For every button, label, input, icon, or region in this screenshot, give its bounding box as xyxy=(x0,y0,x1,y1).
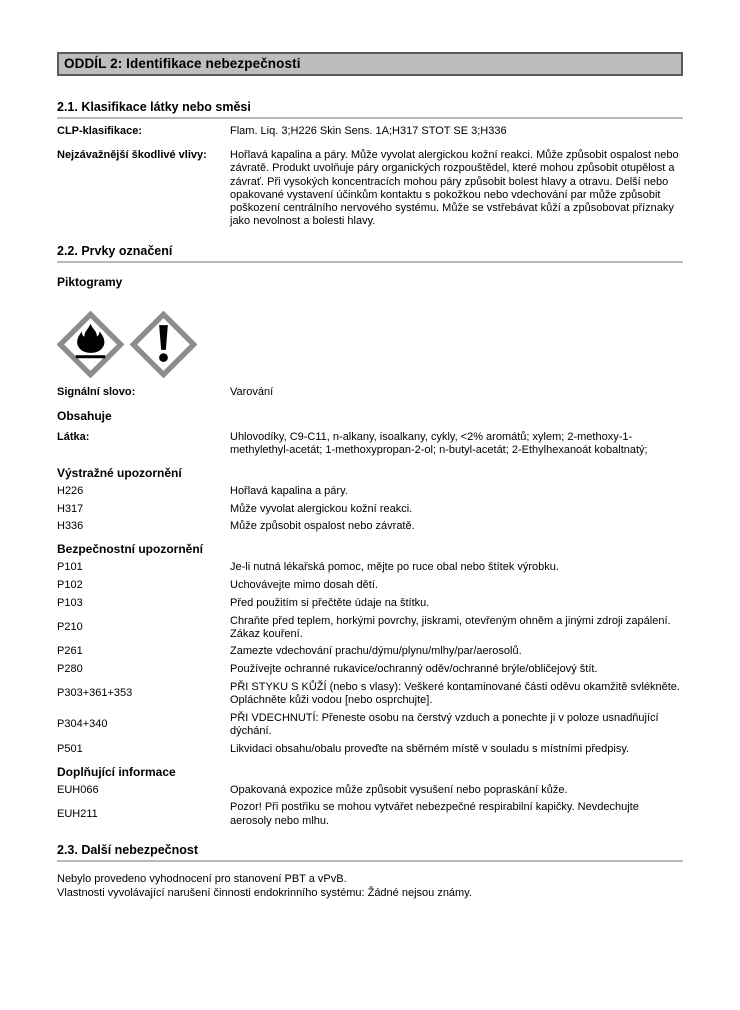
precautionary-statement-row xyxy=(57,597,683,610)
section-2-3-body xyxy=(57,873,683,901)
hazard-statement-row xyxy=(57,520,683,533)
hazard-statement-row xyxy=(57,485,683,498)
sds-page xyxy=(57,52,683,900)
signal-word-row xyxy=(57,386,683,399)
adverse-effects-value: Hořlavá kapalina a páry. Může vyvolat alergickou kožní reakci. Může způsobit ospalost nebo závratě. Produkt uvolňuje páry organických rozpouštědel, které mohou způsobit otupělost a závrať. Při vysokých koncentracích mohou páry způsobit bolest hlavy a otravu. Delší nebo opakované vystavení účinkům kontaktu s pokožkou nebo vdechování par může způsobit poškození centrálního nervového systému. Může se vstřebávat kůží a způsobovat příznaky jako nevolnost a bolesti hlavy. xyxy=(230,149,679,228)
hazard-statement-row xyxy=(57,503,683,516)
supplemental-code: EUH066 xyxy=(57,783,99,796)
precautionary-text: PŘI STYKU S KŮŽÍ (nebo s vlasy): Veškeré kontaminované části oděvu okamžitě svlékněte. Opláchněte kůži vodou [nebo osprchujte]. xyxy=(230,680,680,706)
precautionary-text: Likvidaci obsahu/obalu proveďte na sběrném místě v souladu s místními předpisy. xyxy=(230,742,630,755)
hazard-code: H317 xyxy=(57,502,84,515)
supplemental-text: Pozor! Při postřiku se mohou vytvářet nebezpečné respirabilní kapičky. Nevdechujte aerosoly nebo mlhu. xyxy=(230,801,639,827)
substance-row xyxy=(57,431,683,457)
precautionary-code: P261 xyxy=(57,645,83,658)
precautionary-code: P103 xyxy=(57,596,83,609)
contains-heading: Obsahuje xyxy=(57,408,112,423)
precautionary-code: P210 xyxy=(57,621,83,634)
supplemental-statement-row xyxy=(57,801,683,827)
supplemental-info-heading: Doplňující informace xyxy=(57,764,176,779)
hazard-text: Může způsobit ospalost nebo závratě. xyxy=(230,520,415,533)
supplemental-text: Opakovaná expozice může způsobit vysušení nebo popraskání kůže. xyxy=(230,783,568,796)
section-2-2-title: 2.2. Prvky označení xyxy=(57,244,683,263)
precautionary-code: P280 xyxy=(57,663,83,676)
precautionary-code: P303+361+353 xyxy=(57,687,133,700)
signal-word-label: Signální slovo: xyxy=(57,386,136,399)
precautionary-text: PŘI VDECHNUTÍ: Přeneste osobu na čerstvý vzduch a ponechte ji v poloze usnadňující dýchání. xyxy=(230,711,659,737)
supplemental-code: EUH211 xyxy=(57,807,98,820)
precautionary-statement-row xyxy=(57,615,683,641)
endocrine-disruption-line: Vlastnosti vyvolávající narušení činnosti endokrinního systému: Žádné nejsou známy. xyxy=(57,886,472,899)
precautionary-code: P304+340 xyxy=(57,718,108,731)
section-2-1-title: 2.1. Klasifikace látky nebo směsi xyxy=(57,100,683,119)
substance-label: Látka: xyxy=(57,430,90,443)
precautionary-statement-row xyxy=(57,663,683,676)
clp-classification-label: CLP-klasifikace: xyxy=(57,125,142,137)
hazard-code: H336 xyxy=(57,520,84,533)
precautionary-code: P102 xyxy=(57,579,83,592)
precautionary-text: Chraňte před teplem, horkými povrchy, jiskrami, otevřeným ohněm a jinými zdroji zapálení. Zákaz kouření. xyxy=(230,614,671,640)
exclamation-mark-pictogram-icon xyxy=(130,311,197,378)
precautionary-statements-heading: Bezpečnostní upozornění xyxy=(57,542,204,557)
precautionary-statement-row xyxy=(57,681,683,707)
supplemental-statement-row xyxy=(57,784,683,797)
clp-classification-value: Flam. Liq. 3;H226 Skin Sens. 1A;H317 STOT SE 3;H336 xyxy=(230,125,507,137)
adverse-effects-label: Nejzávažnější škodlivé vlivy: xyxy=(57,149,207,162)
substance-value: Uhlovodíky, C9-C11, n-alkany, isoalkany, cykly, <2% aromátů; xylem; 2-methoxy-1-methylethyl-acetát; 1-methoxypropan-2-ol; n-butyl-acetát; 2-Ethylhexanoát kobaltnatý; xyxy=(230,430,648,456)
flame-pictogram-icon xyxy=(57,311,124,378)
section-2-header-title: ODDÍL 2: Identifikace nebezpečnosti xyxy=(64,56,301,71)
precautionary-text: Zamezte vdechování prachu/dýmu/plynu/mlhy/par/aerosolů. xyxy=(230,645,522,658)
hazard-code: H226 xyxy=(57,484,84,497)
precautionary-code: P501 xyxy=(57,742,83,755)
hazard-text: Může vyvolat alergickou kožní reakci. xyxy=(230,502,413,515)
clp-classification-row xyxy=(57,125,683,138)
precautionary-text: Používejte ochranné rukavice/ochranný oděv/ochranné brýle/obličejový štít. xyxy=(230,663,598,676)
section-2-3-title: 2.3. Další nebezpečnost xyxy=(57,843,683,862)
precautionary-text: Před použitím si přečtěte údaje na štítku. xyxy=(230,596,430,609)
signal-word-value: Varování xyxy=(230,386,274,399)
precautionary-statement-row xyxy=(57,561,683,574)
pbt-assessment-line: Nebylo provedeno vyhodnocení pro stanovení PBT a vPvB. xyxy=(57,872,347,885)
precautionary-statement-row xyxy=(57,743,683,756)
precautionary-statement-row xyxy=(57,645,683,658)
hazard-text: Hořlavá kapalina a páry. xyxy=(230,484,348,497)
precautionary-code: P101 xyxy=(57,561,83,574)
pictogram-group xyxy=(57,311,683,378)
precautionary-text: Uchovávejte mimo dosah dětí. xyxy=(230,579,378,592)
adverse-effects-row xyxy=(57,149,683,228)
precautionary-text: Je-li nutná lékařská pomoc, mějte po ruce obal nebo štítek výrobku. xyxy=(230,561,559,574)
hazard-statements-heading: Výstražné upozornění xyxy=(57,465,182,480)
precautionary-statement-row xyxy=(57,712,683,738)
section-2-header-bar xyxy=(57,52,683,76)
pictograms-heading: Piktogramy xyxy=(57,275,123,290)
precautionary-statement-row xyxy=(57,579,683,592)
